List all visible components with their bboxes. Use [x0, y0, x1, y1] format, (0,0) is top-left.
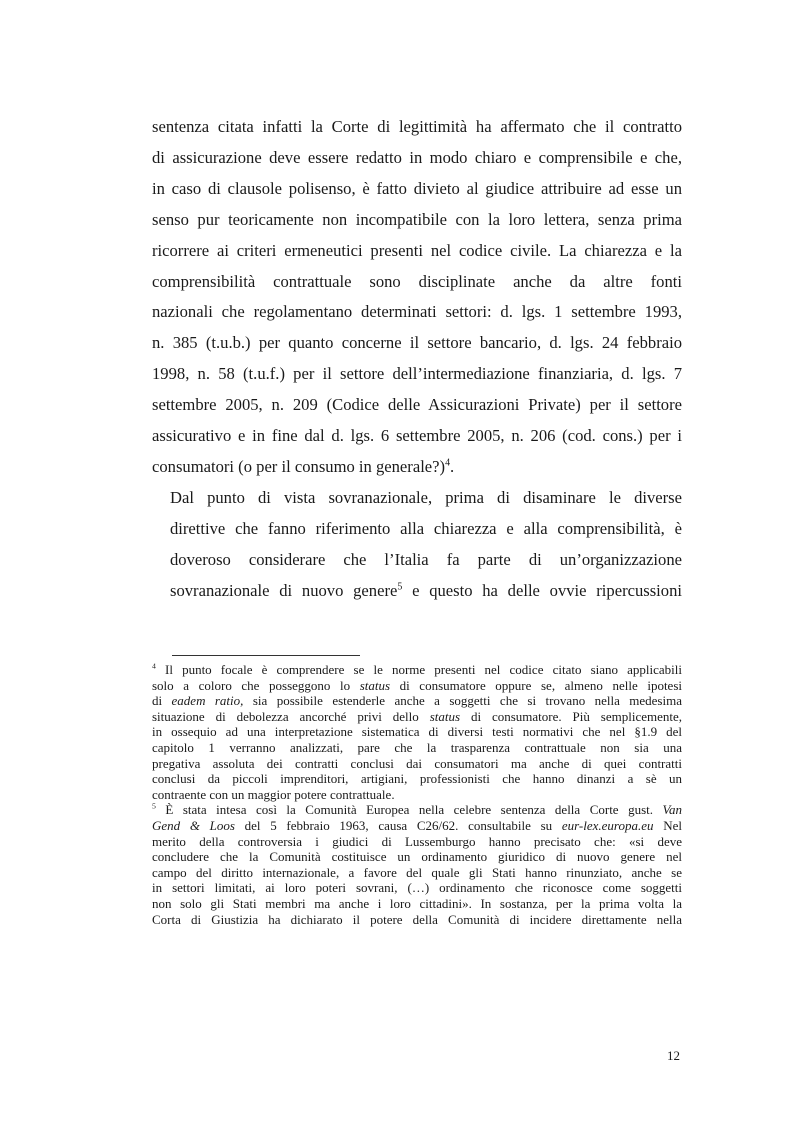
- main-text: [152, 112, 682, 607]
- text-fragment: Nel: [653, 817, 682, 833]
- italic-term: status: [429, 708, 461, 724]
- text-line: [152, 452, 682, 483]
- text-line: doveroso considerare che l’Italia fa parte di un’organizzazione: [170, 549, 682, 569]
- footnote-line: [152, 678, 682, 694]
- italic-term: Van: [662, 802, 682, 818]
- text-line: Dal punto di vista sovranazionale, prima di disaminare le diverse: [170, 487, 682, 507]
- text-fragment: solo a coloro che posseggono lo: [152, 677, 360, 693]
- italic-term: status: [359, 677, 391, 693]
- footnote-line: conclusi da piccoli imprenditori, artigiani, professionisti che hanno dinanzi a sè un: [152, 771, 682, 787]
- text-line: in caso di clausole polisenso, è fatto divieto al giudice attribuire ad esse un: [152, 178, 682, 198]
- text-line: direttive che fanno riferimento alla chiarezza e alla comprensibilità, è: [170, 518, 682, 538]
- text-fragment: del 5 febbraio 1963, causa C26/62. consultabile su: [234, 817, 562, 833]
- footnote-line: [152, 662, 682, 678]
- footnote-line: in settori limitati, ai loro poteri sovrani, (…) ordinamento che riconosce come soggetti: [152, 880, 682, 896]
- footnote-ref-5[interactable]: 5: [397, 581, 403, 593]
- footnote-separator: [172, 655, 360, 656]
- footnote-line: capitolo 1 verranno analizzati, pare che la trasparenza contrattuale non sia una: [152, 739, 682, 755]
- footnote-line: [152, 693, 682, 709]
- text-fragment: situazione di debolezza ancorché privi dello: [152, 708, 430, 724]
- source-link[interactable]: eur-lex.europa.eu: [561, 817, 654, 833]
- text-fragment: di consumatore. Più semplicemente,: [460, 708, 683, 724]
- text-line: assicurativo e in fine dal d. lgs. 6 settembre 2005, n. 206 (cod. cons.) per i: [152, 426, 682, 446]
- footnote-line: campo del diritto internazionale, a favore del quale gli Stati hanno rinunziato, anche se: [152, 864, 682, 880]
- footnotes: [152, 662, 682, 927]
- footnote-line: in ossequio ad una interpretazione sistematica di diversi testi normativi che nel §1.9 del: [152, 724, 682, 740]
- footnote-line: pregativa assoluta dei contratti conclusi dai consumatori ma anche di quei contratti: [152, 755, 682, 771]
- text-fragment: di consumatore oppure se, almeno nelle ipotesi: [390, 677, 682, 693]
- footnote-mark: 5: [152, 802, 156, 812]
- text-fragment: sia possibile estenderle anche a soggetti che si trovano nella medesima: [243, 693, 682, 709]
- italic-term: Gend & Loos: [152, 817, 235, 833]
- text-line: [152, 576, 682, 607]
- footnote-mark: 4: [152, 661, 156, 671]
- text-line: comprensibilità contrattuale sono disciplinate anche da altre fonti: [152, 271, 682, 291]
- footnote-4: [152, 662, 682, 802]
- text-fragment: consumatori (o per il consumo in generale?): [152, 456, 446, 476]
- footnote-ref-4[interactable]: 4: [445, 457, 451, 469]
- footnote-line: [152, 818, 682, 834]
- paragraph-2: [152, 483, 682, 607]
- footnote-line: Corta di Giustizia ha dichiarato il potere della Comunità di incidere direttamente nella: [152, 911, 682, 927]
- text-fragment: e questo ha delle ovvie ripercussioni: [402, 580, 682, 600]
- text-line: ricorrere ai criteri ermeneutici presenti nel codice civile. La chiarezza e la: [152, 240, 682, 260]
- text-line: settembre 2005, n. 209 (Codice delle Assicurazioni Private) per il settore: [152, 395, 682, 415]
- footnote-5: [152, 802, 682, 927]
- text-fragment: sovranazionale di nuovo genere: [170, 580, 398, 600]
- footnote-line: [152, 709, 682, 725]
- text-fragment: È stata intesa così la Comunità Europea nella celebre sentenza della Corte gust.: [155, 802, 663, 818]
- text-line: sentenza citata infatti la Corte di legittimità ha affermato che il contratto: [152, 117, 682, 136]
- text-line: 1998, n. 58 (t.u.f.) per il settore dell’intermediazione finanziaria, d. lgs. 7: [152, 364, 682, 384]
- text-line: n. 385 (t.u.b.) per quanto concerne il settore bancario, d. lgs. 24 febbraio: [152, 333, 682, 353]
- text-fragment: di: [152, 693, 172, 709]
- footnote-line: concludere che la Comunità costituisce un ordinamento giuridico di nuovo genere nel: [152, 849, 682, 865]
- footnote-line: [152, 802, 682, 818]
- text-line: nazionali che regolamentano determinati settori: d. lgs. 1 settembre 1993,: [152, 302, 682, 322]
- footnote-line: contraente con un maggior potere contrattuale.: [152, 786, 395, 802]
- italic-term: eadem ratio,: [171, 693, 244, 709]
- text-fragment: Il punto focale è comprendere se le norme presenti nel codice citato siano applicabili: [155, 662, 682, 677]
- text-line: di assicurazione deve essere redatto in modo chiaro e comprensibile e che,: [152, 147, 682, 167]
- paragraph-1: [152, 112, 682, 483]
- text-fragment: .: [450, 456, 455, 476]
- footnote-line: merito della controversia i giudici di Lussemburgo hanno precisato che: «si deve: [152, 833, 682, 849]
- page-number: 12: [667, 1048, 680, 1063]
- footnote-line: non solo gli Stati membri ma anche i loro cittadini». In sostanza, per la prima volta la: [152, 895, 682, 911]
- text-line: senso pur teoricamente non incompatibile con la loro lettera, senza prima: [152, 209, 682, 229]
